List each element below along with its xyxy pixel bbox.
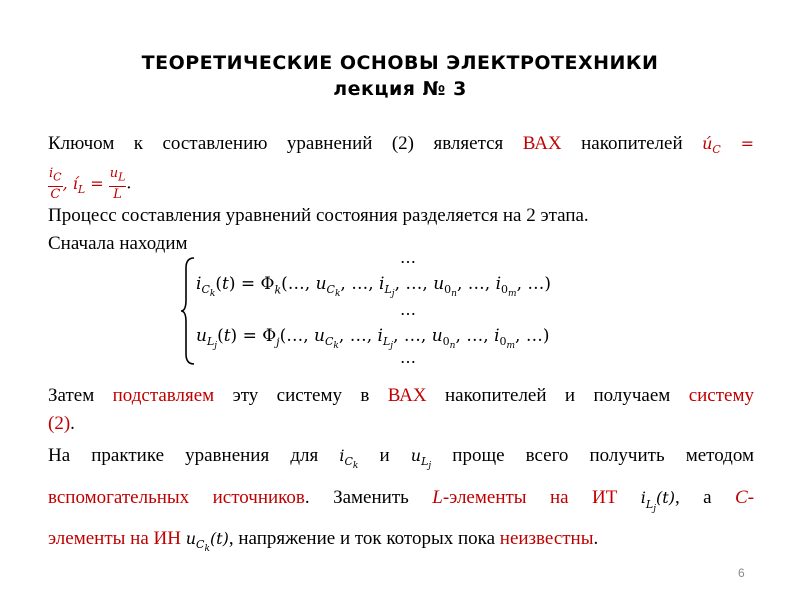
paragraph-line xyxy=(48,382,754,410)
formula-ilj-t: $i_{L_j}(t)$ xyxy=(640,488,675,514)
paragraph-line xyxy=(48,130,754,164)
paragraph-process: Процесс составления уравнений состояния разделяется на 2 этапа. xyxy=(48,205,589,226)
highlight-auxiliary-sources: вспомогательных источников xyxy=(48,487,305,509)
highlight-equation-ref: (2) xyxy=(48,413,71,434)
text-span: Ключом к составлению уравнений (2) является xyxy=(48,133,523,154)
formula-uc-derivative: $ú_C$ = xyxy=(702,134,754,157)
formula-fraction-ic-c: $\frac{i_C}{C}$ xyxy=(49,166,62,202)
text-span: На практике уравнения для xyxy=(48,445,340,466)
curly-brace-icon xyxy=(180,256,196,366)
text-span: элементы на xyxy=(48,527,154,549)
paragraph-line xyxy=(48,442,754,480)
text-span: . xyxy=(126,172,132,194)
text-span: эту систему в xyxy=(214,385,388,406)
paragraph-practice xyxy=(48,442,754,563)
text-span: - xyxy=(747,487,755,509)
formula-ulj: $u_{L_j}$ xyxy=(410,446,432,472)
page-number: 6 xyxy=(738,566,745,580)
text-span: -элементы на xyxy=(442,487,593,509)
text-span: накопителей xyxy=(561,133,703,154)
voltage-source-term: ИН xyxy=(153,527,181,549)
paragraph-line xyxy=(48,525,754,563)
paragraph-line xyxy=(48,166,754,204)
ellipsis-row: … xyxy=(400,248,416,267)
text-span: Затем xyxy=(48,385,113,406)
formula-separator: , $í_L$ = xyxy=(62,173,109,197)
text-span: . xyxy=(593,527,599,549)
vax-term: ВАХ xyxy=(522,133,562,154)
slide-title: ТЕОРЕТИЧЕСКИЕ ОСНОВЫ ЭЛЕКТРОТЕХНИКИ xyxy=(141,52,659,74)
text-span: проще всего получить методом xyxy=(431,445,755,466)
vax-term: ВАХ xyxy=(387,385,427,406)
current-source-term: ИТ xyxy=(592,487,618,509)
text-span: , напряжение и ток которых пока xyxy=(228,527,500,549)
letter-c: C xyxy=(735,487,748,509)
paragraph-substitute xyxy=(48,382,754,438)
formula-ick: $i_{C_k}$ xyxy=(339,446,359,472)
paragraph-line xyxy=(48,410,754,438)
paragraph-key-vax xyxy=(48,130,754,204)
text-span: , а xyxy=(674,487,735,509)
paragraph-first: Сначала находим xyxy=(48,233,188,254)
equation-inductor-voltage: $u_{L_j}(t)$ = $\Phi_j(\dots$, $u_{C_k}$, …, $i_{L_j}$, …, $u_{0_n}$, …, $i_{0_m}$, …) xyxy=(196,326,550,352)
highlight-unknown: неизвестны xyxy=(499,527,594,549)
equation-capacitor-current: $i_{C_k}(t)$ = $\Phi_k(\dots$, $u_{C_k}$, …, $i_{L_j}$, …, $u_{0_n}$, …, $i_{0_m}$, …) xyxy=(196,274,552,300)
highlight-substitute: подставляем xyxy=(112,385,215,406)
highlight-system: систему xyxy=(688,385,754,406)
slide-subtitle: лекция № 3 xyxy=(333,78,467,100)
formula-uck-t: $u_{C_k}(t)$ xyxy=(185,528,229,555)
text-span: . xyxy=(70,413,75,434)
text-span: и xyxy=(358,445,411,466)
letter-l: L xyxy=(432,487,443,509)
formula-fraction-ul-l: $\frac{u_L}{L}$ xyxy=(109,166,126,202)
ellipsis-row: … xyxy=(400,348,416,367)
ellipsis-row: … xyxy=(400,300,416,319)
text-span: накопителей и получаем xyxy=(426,385,689,406)
text-span: . Заменить xyxy=(304,487,433,509)
paragraph-line xyxy=(48,484,754,522)
